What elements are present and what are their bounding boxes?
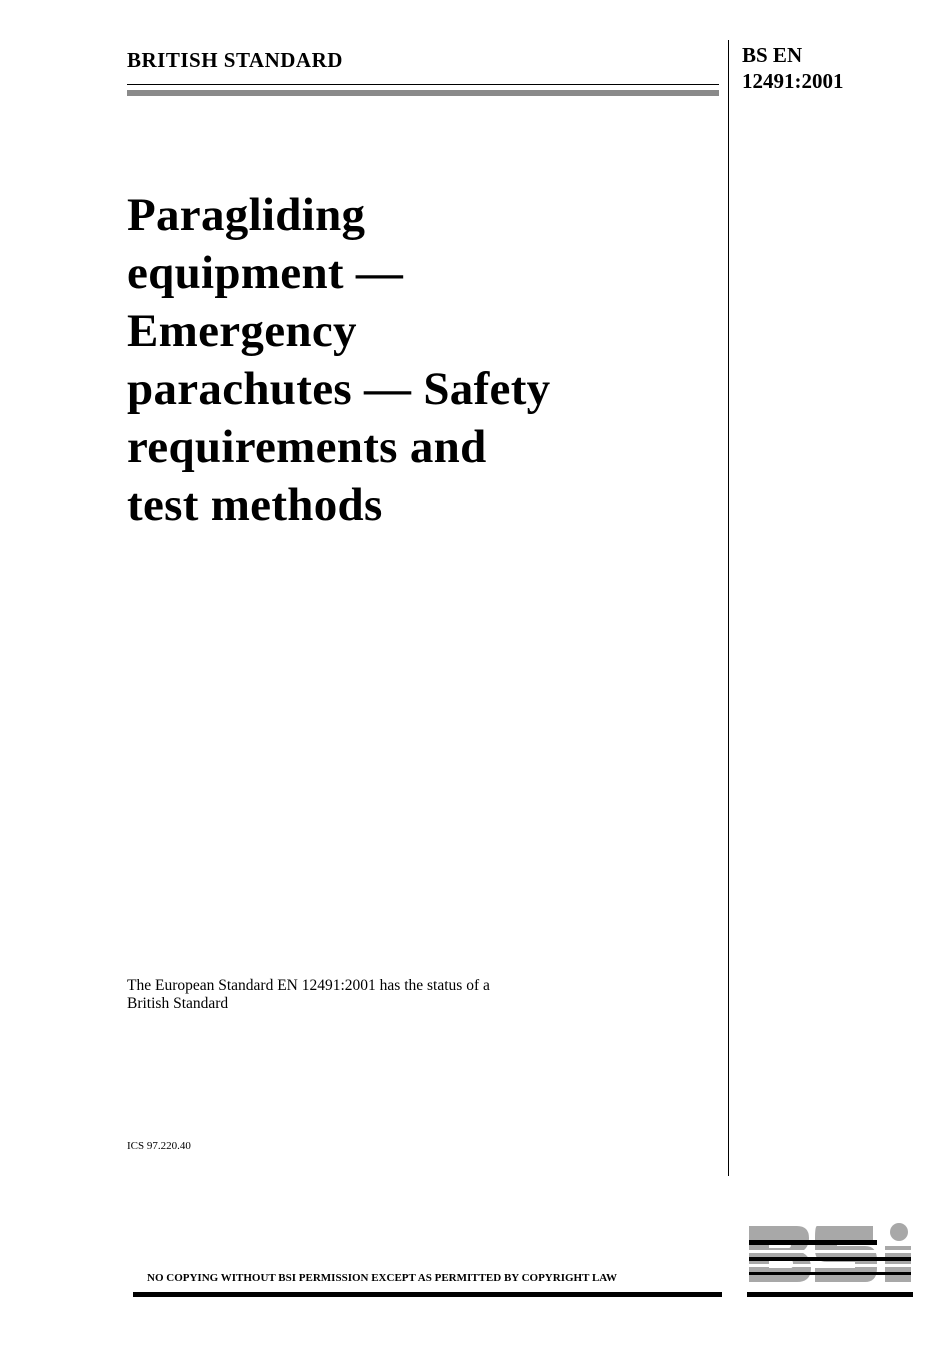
status-note	[127, 977, 607, 1013]
bsi-logo	[745, 1220, 915, 1300]
title-line: equipment —	[127, 247, 404, 299]
footer-rule	[133, 1292, 722, 1297]
bsi-logo-graphic	[745, 1220, 915, 1300]
margin-vertical-rule	[728, 40, 729, 1176]
title-line: Paragliding	[127, 189, 366, 241]
ics-code: ICS 97.220.40	[127, 1140, 191, 1152]
document-title	[127, 186, 687, 534]
title-line: requirements and	[127, 421, 487, 473]
title-line: test methods	[127, 479, 383, 531]
standard-number-line: BS EN	[742, 43, 803, 67]
header-thin-rule	[127, 84, 719, 85]
standard-number	[742, 42, 844, 94]
title-line: Emergency	[127, 305, 357, 357]
title-line: parachutes — Safety	[127, 363, 551, 415]
document-type-label: BRITISH STANDARD	[127, 48, 343, 72]
copyright-notice: NO COPYING WITHOUT BSI PERMISSION EXCEPT AS PERMITTED BY COPYRIGHT LAW	[147, 1272, 618, 1284]
header-thick-rule	[127, 90, 719, 96]
standard-number-line: 12491:2001	[742, 69, 844, 93]
status-note-line: The European Standard EN 12491:2001 has the status of a	[127, 977, 490, 994]
status-note-line: British Standard	[127, 995, 229, 1012]
